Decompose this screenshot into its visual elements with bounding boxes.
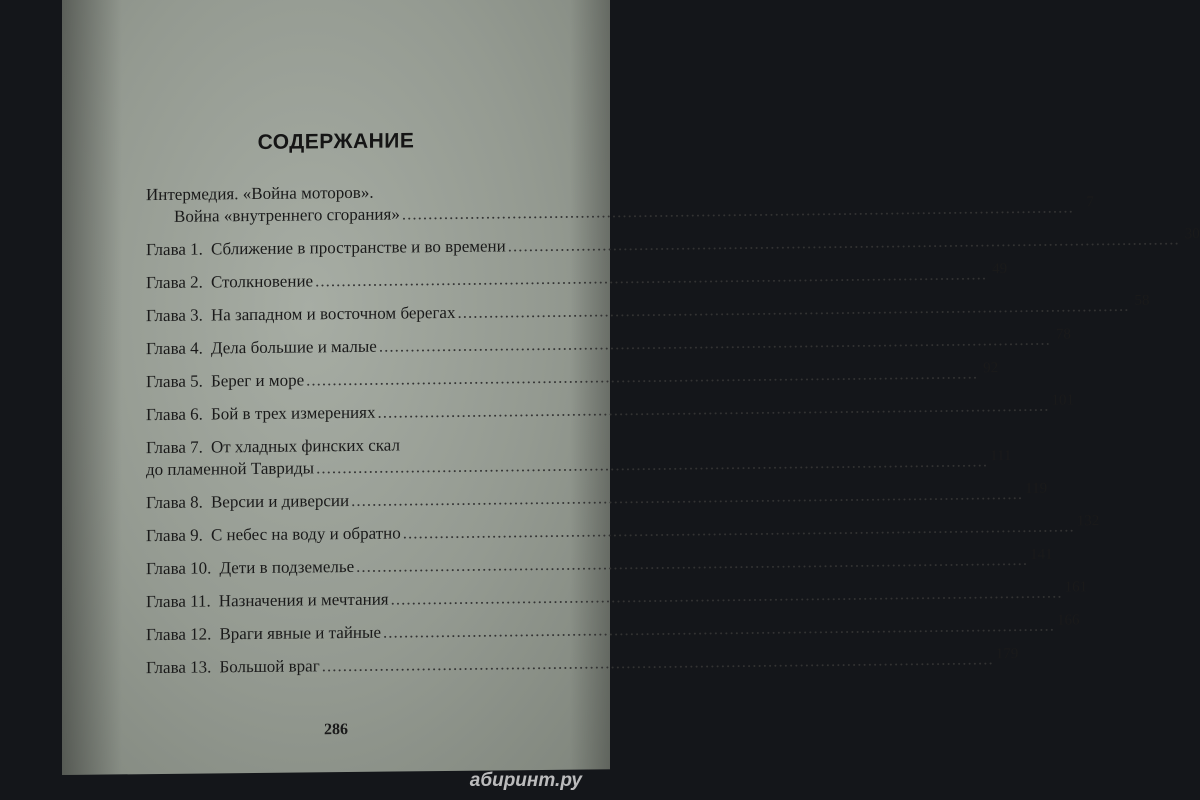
toc-entry-title: Враги явные и тайные [219,622,381,644]
toc-entry-chapter: Глава 7. [146,437,203,458]
toc-entry-title: Столкновение [210,271,314,292]
toc-entry-page: 179 [995,645,1019,663]
toc-entry-chapter: Глава 2. [146,272,203,293]
toc-entry-chapter: Глава 4. [146,338,203,359]
page-number: 286 [324,721,348,739]
toc-entry-chapter-7 [146,433,1012,493]
toc-entry-chapter-8 [146,480,1048,526]
toc-entry-chapter-10 [146,546,1053,592]
toc-entry-title: Интермедия. «Война моторов». [146,182,374,205]
toc-entry-intermedia [146,180,1094,240]
toc-entry-chapter: Глава 5. [146,371,203,392]
toc-entry-title: Версии и диверсии [210,490,350,512]
toc-entry-title: Назначения и мечтания [218,589,389,611]
toc-entry-chapter: Глава 8. [146,492,203,513]
toc-entry-title: На западном и восточном берегах [210,302,456,325]
toc-entry-page: 132 [1076,513,1100,530]
toc-entry-title: Берег и море [210,370,305,391]
toc-entry-title: Бой в трех измерениях [210,402,376,424]
leader-dots [402,197,1074,224]
toc-entry-chapter: Глава 13. [146,657,212,678]
toc-entry-page: 119 [1025,480,1048,497]
toc-entry-title: Сближение в пространстве и во времени [210,236,506,259]
toc-entry-page: 92 [983,360,999,377]
toc-entry-page: 7 [1086,194,1094,211]
toc-entry-chapter: Глава 1. [146,239,203,260]
toc-entry-page: 166 [1057,612,1080,629]
toc-entry-title: Дети в подземелье [219,556,355,578]
toc-entry-chapter-13 [146,645,1019,691]
toc-entry-title: От хладных финских скал [210,435,400,457]
toc-entry-chapter: Глава 6. [146,404,203,425]
toc-entry-page: 30 [1184,226,1200,243]
toc-entry-chapter: Глава 11. [146,591,211,612]
toc-entry-page: 111 [990,448,1012,465]
toc-entry-title: С небес на воду и обратно [210,523,401,545]
watermark: абиринт.ру [469,770,582,791]
leader-dots [316,451,988,478]
toc-entry-page: 49 [992,261,1008,278]
toc-entry-page: 141 [1030,546,1053,563]
toc-entry-title: Большой враг [219,656,320,677]
toc-entry-title: Дела большие и малые [210,336,377,358]
book-page [62,0,1200,775]
toc-entry-page: 101 [1051,392,1074,409]
page-gutter-shadow [62,0,122,775]
toc-entry-chapter-2 [146,261,1008,306]
table-of-contents [146,180,1200,691]
toc-entry-page: 58 [1134,292,1150,309]
toc-entry-chapter: Глава 12. [146,624,212,645]
toc-entry-page: 161 [1064,579,1088,596]
toc-entry-page: 78 [1055,326,1071,343]
toc-entry-chapter: Глава 9. [146,525,203,546]
toc-entry-chapter: Глава 10. [146,558,212,579]
toc-title: СОДЕРЖАНИЕ [257,129,415,154]
toc-entry-title-cont: Война «внутреннего сгорания» [174,204,400,226]
toc-entry-chapter-6 [146,392,1074,438]
toc-entry-chapter: Глава 3. [146,305,203,326]
toc-entry-title-cont: до пламенной Тавриды [146,458,315,480]
toc-entry-chapter-5 [146,360,999,405]
